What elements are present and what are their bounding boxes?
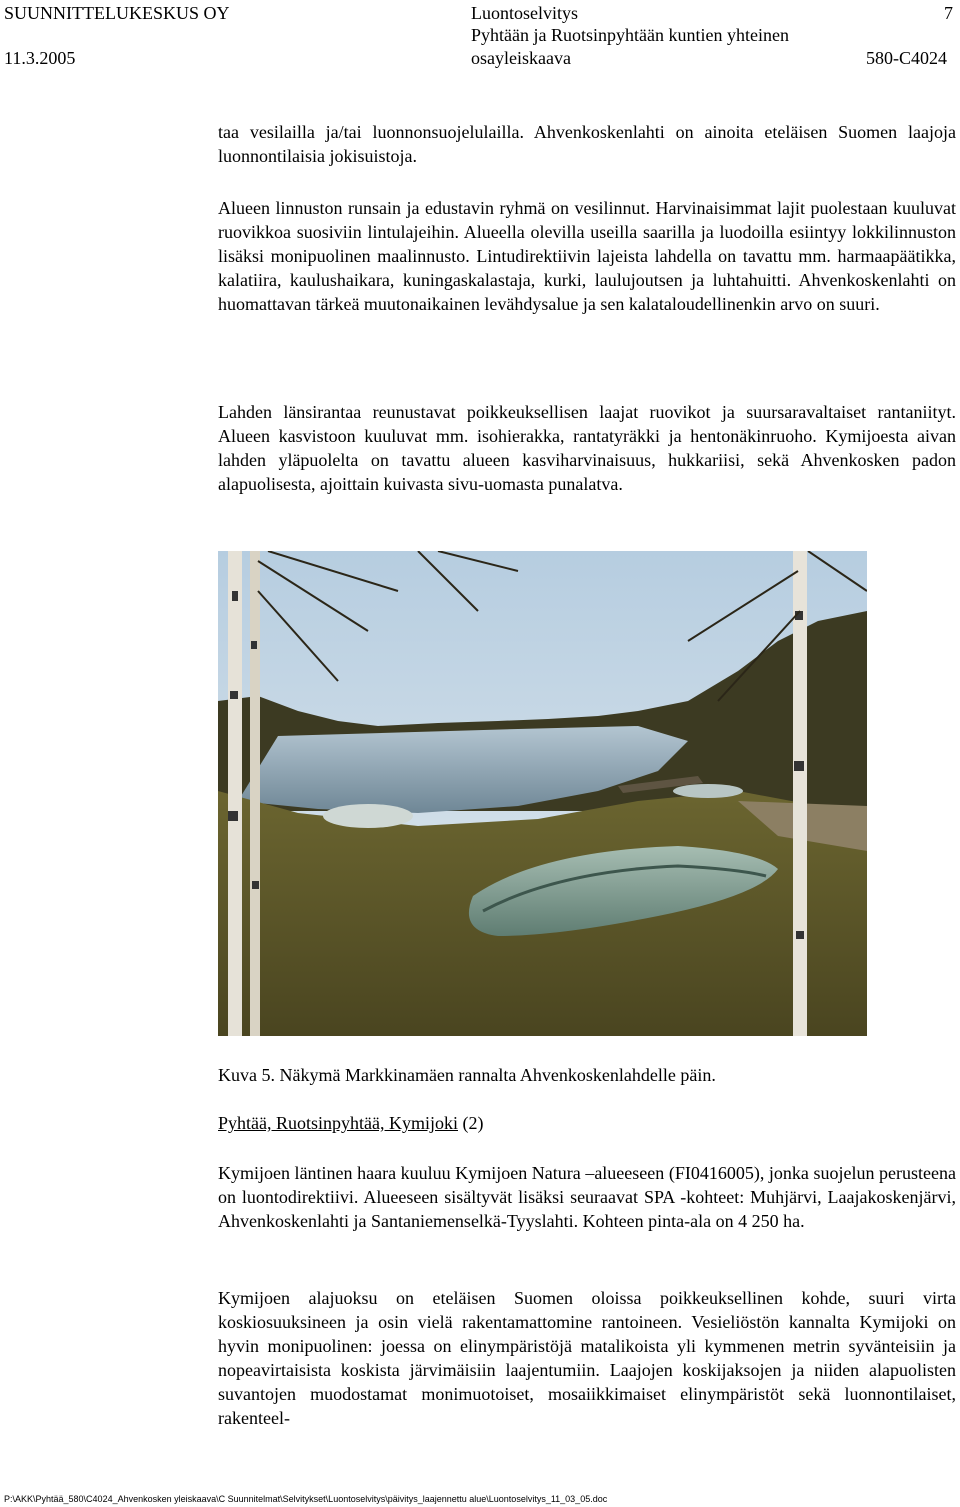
birch-mark xyxy=(232,591,238,601)
landscape-photo xyxy=(218,551,867,1036)
header-doc-subtitle-2: osayleiskaava xyxy=(471,48,571,68)
section-heading-suffix: (2) xyxy=(458,1113,484,1133)
paragraph-4: Kymijoen läntinen haara kuuluu Kymijoen Natura –alueeseen (FI0416005), jonka suojelun perusteena on luontodirektiivi. Alueeseen sisältyvät lisäksi seuraavat SPA -kohteet: Muhjärvi, Laajakoskenjärvi, Ahvenkoskenlahti ja Santaniemenselkä-Tyyslahti. Kohteen pinta-ala on 4 250 ha. xyxy=(218,1163,956,1231)
header-doc-title: Luontoselvitys xyxy=(471,3,578,23)
paragraph-2: Alueen linnuston runsain ja edustavin ryhmä on vesilinnut. Harvinaisimmat lajit puolestaan kuuluvat ruovikkoa suosiviin lintulajeihin. Alueella olevilla useilla saarilla ja luodoilla esiintyy lokkilinnuston lisäksi monipuolinen maalinnusto. Lintudirektiivin lajeista lahdella on tavattu mm. harmaapäätikka, kalatiira, kaulushaikara, kuningaskalastaja, kurki, laulujoutsen ja luhtahuitti. Ahvenkoskenlahti on huomattavan tärkeä muutonaikainen levähdysalue ja sen kalataloudellinenkin arvo on suuri. xyxy=(218,198,956,314)
small-boat-2 xyxy=(673,784,743,798)
birch-trunk-2 xyxy=(250,551,260,1036)
paragraph-5: Kymijoen alajuoksu on eteläisen Suomen oloissa poikkeuksellinen kohde, suuri virta koskiosuuksineen ja osin vielä rakentamattomine rantoineen. Vesieliöstön kannalta Kymijoki on hyvin monipuolinen: joessa on elinympäristöjä matalikoista yli kymmenen metrin syvänteisiin ja nopeavirtaisista koskista järvimäisiin laajentumiin. Laajojen koskijaksojen ja niiden alapuolisten suvantojen muodostamat monimuotoiset, mosaiikkimaiset elinympäristöt sekä luonnontilaiset, rakenteel- xyxy=(218,1288,956,1428)
birch-trunk-3 xyxy=(793,551,807,1036)
paragraph-3: Lahden länsirantaa reunustavat poikkeuksellisen laajat ruovikot ja suursaravaltaiset rantaniityt. Alueen kasvistoon kuuluvat mm. isohierakka, rantatyräkki ja hentonäkinruoho. Kymijoesta aivan lahden yläpuolelta on tavattu alueen kasviharvinaisuus, hukkariisi, sekä Ahvenkosken padon alapuolisesta, ajoittain kuivasta sivu-uomasta punalatva. xyxy=(218,402,956,494)
header-doc-subtitle-1: Pyhtään ja Ruotsinpyhtään kuntien yhteinen xyxy=(471,25,789,45)
header-date: 11.3.2005 xyxy=(4,48,76,68)
header-project-code: 580-C4024 xyxy=(866,48,947,68)
header-company: SUUNNITTELUKESKUS OY xyxy=(4,3,230,23)
footer-file-path: P:\AKK\Pyhtää_580\C4024_Ahvenkosken yleiskaava\C Suunnitelmat\Selvitykset\Luontoselvitys\päivitys_laajennettu alue\Luontoselvitys_11_03_05.doc xyxy=(4,1494,608,1504)
figure-caption: Kuva 5. Näkymä Markkinamäen rannalta Ahvenkoskenlahdelle päin. xyxy=(218,1065,716,1085)
birch-trunk-1 xyxy=(228,551,242,1036)
paragraph-1: taa vesilailla ja/tai luonnonsuojelulailla. Ahvenkoskenlahti on ainoita eteläisen Suomen laajoja luonnontilaisia jokisuistoja. xyxy=(218,122,956,166)
photo-illustration xyxy=(218,551,867,1036)
section-heading-link: Pyhtää, Ruotsinpyhtää, Kymijoki xyxy=(218,1113,458,1133)
small-boat-1 xyxy=(323,804,413,828)
header-page-number: 7 xyxy=(944,3,953,23)
section-heading xyxy=(218,1111,484,1135)
